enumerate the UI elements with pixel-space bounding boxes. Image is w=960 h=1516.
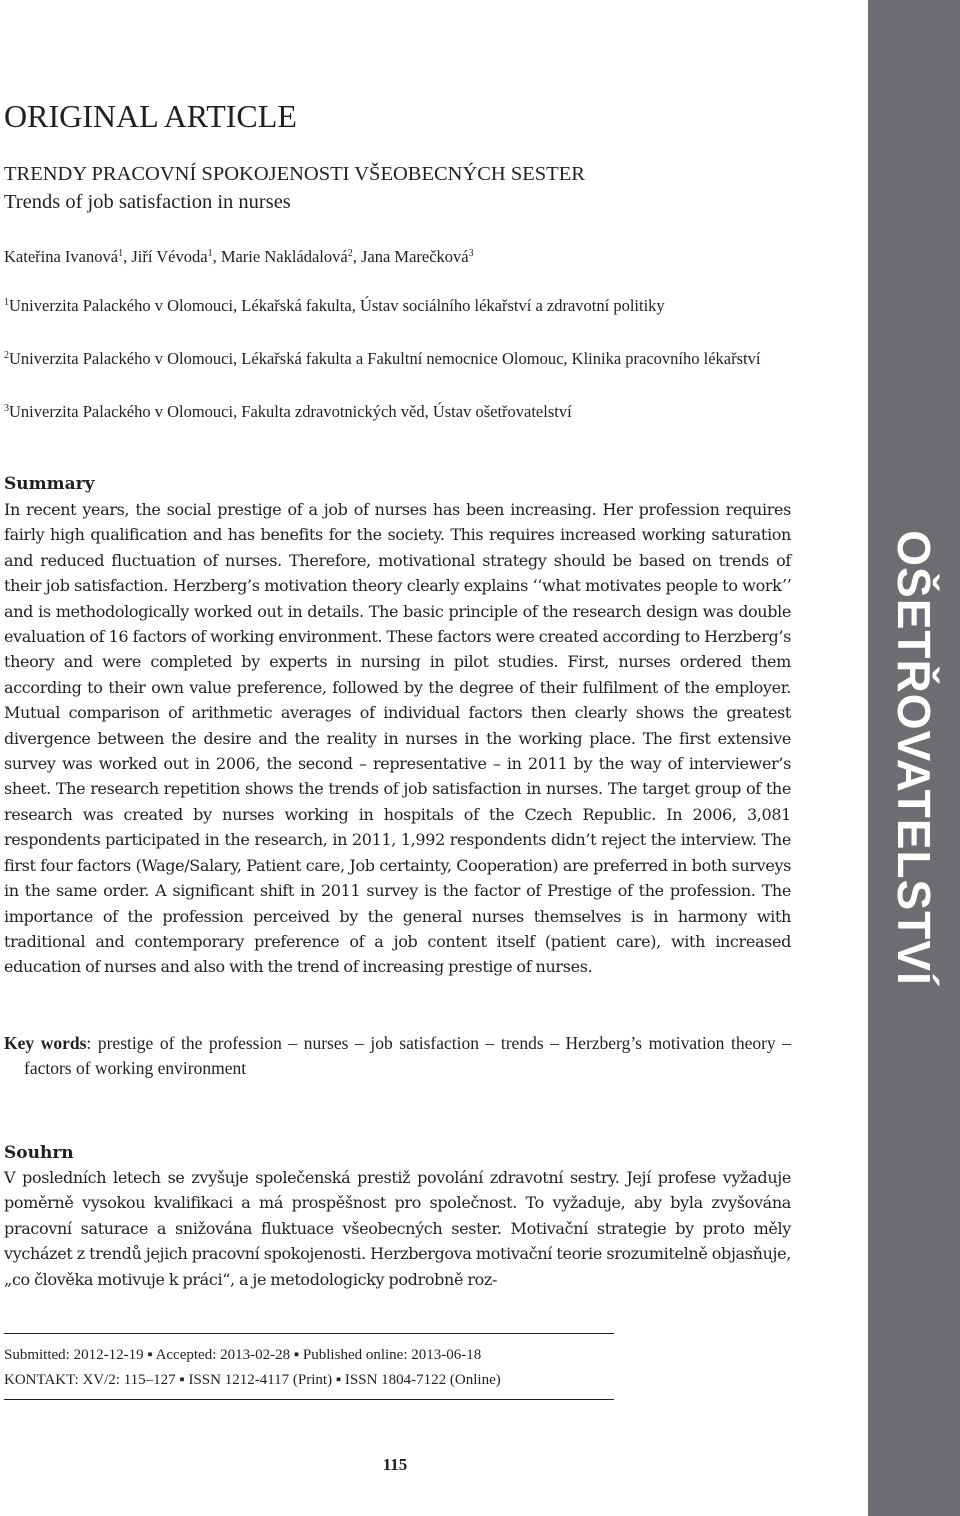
keywords-label: Key words xyxy=(4,1033,87,1053)
author-name: Jana Marečková xyxy=(360,247,469,266)
section-sidebar xyxy=(868,0,960,1516)
author-affiliation-ref: 3 xyxy=(468,248,474,259)
summary-text: In recent years, the social prestige of a job of nurses has been increasing. Her profession requires fairly high qualification and has benefits for the society. This requires increased working saturation and reduced fluctuation of nurses. Therefore, motivational strategy should be based on trends of their job satisfaction. Herzberg’s motivation theory clearly explains ʻʻwhat motivates people to workʼʼ and is methodologically worked out in details. The basic principle of the research design was double evaluation of 16 factors of working environment. These factors were created according to Herzberg’s theory and were completed by experts in nursing in pilot studies. First, nurses ordered them according to their own value preference, followed by the degree of their fulfilment of the employer. Mutual comparison of arithmetic averages of individual factors then clearly shows the greatest divergence between the desire and the reality in nurses in the working place. The first extensive survey was worked out in 2006, the second – representative – in 2011 by the way of interviewer’s sheet. The research repetition shows the trends of job satisfaction in nurses. The target group of the research was created by nurses working in hospitals of the Czech Republic. In 2006, 3,081 respondents participated in the research, in 2011, 1,992 respondents didn’t reject the interview. The first four factors (Wage/Salary, Patient care, Job certainty, Cooperation) are preferred in both surveys in the same order. A significant shift in 2011 survey is the factor of Prestige of the profession. The importance of the profession perceived by the general nurses themselves is in harmony with traditional and contemporary preference of a job content itself (patient care), with increased education of nurses and also with the trend of increasing prestige of nurses. xyxy=(4,500,791,977)
author-affiliation-ref: 1 xyxy=(207,248,213,259)
affiliation-number: 2 xyxy=(4,350,9,361)
souhrn-text: V posledních letech se zvyšuje společenská prestiž povolání zdravotní sestry. Její profese vyžaduje poměrně vysokou kvalifikaci a má prospěšnost pro společnost. To vyžaduje, aby byla zvyšována pracovní saturace a snižována fluktuace všeobecných sester. Motivační strategie by proto měly vycházet z trendů jejich pracovní spokojenosti. Herzbergova motivační teorie srozumitelně objasňuje, „co člověka motivuje k práci“, a je metodologicky podrobně roz- xyxy=(4,1168,791,1289)
article-type: ORIGINAL ARTICLE xyxy=(4,98,297,134)
affiliation-text: Univerzita Palackého v Olomouci, Lékařská fakulta a Fakultní nemocnice Olomouc, Klinika pracovního lékařství xyxy=(9,349,761,368)
page-number: 115 xyxy=(382,1455,408,1474)
author-list xyxy=(4,242,474,269)
title-english: Trends of job satisfaction in nurses xyxy=(4,191,291,213)
author-affiliation-ref: 2 xyxy=(347,248,353,259)
footer-rule-top xyxy=(4,1333,614,1334)
affiliation-text: Univerzita Palackého v Olomouci, Lékařská fakulta, Ústav sociálního lékařství a zdravotní politiky xyxy=(9,296,665,315)
author-name: Jiří Vévoda xyxy=(131,247,208,266)
section-label: OŠETŘOVATELSTVÍ xyxy=(888,530,940,986)
author-name: Marie Nakládalová xyxy=(220,247,348,266)
title-czech: TRENDY PRACOVNÍ SPOKOJENOSTI VŠEOBECNÝCH SESTER xyxy=(4,163,585,185)
affiliation-text: Univerzita Palackého v Olomouci, Fakulta zdravotnických věd, Ústav ošetřovatelství xyxy=(9,402,572,421)
author-separator: , xyxy=(352,247,361,266)
author-affiliation-ref: 1 xyxy=(118,248,124,259)
affiliation-1 xyxy=(4,290,794,319)
keywords xyxy=(4,1031,791,1081)
summary-heading: Summary xyxy=(4,474,95,494)
submission-dates: Submitted: 2012-12-19 ▪ Accepted: 2013-02-28 ▪ Published online: 2013-06-18 xyxy=(4,1347,482,1363)
souhrn-heading: Souhrn xyxy=(4,1143,74,1163)
journal-contact: KONTAKT: XV/2: 115–127 ▪ ISSN 1212-4117 (Print) ▪ ISSN 1804-7122 (Online) xyxy=(4,1372,501,1388)
affiliation-number: 3 xyxy=(4,403,9,414)
affiliation-3 xyxy=(4,396,794,425)
keywords-text: : prestige of the profession – nurses – job satisfaction – trends – Herzberg’s motivation theory – factors of working environment xyxy=(24,1033,791,1078)
affiliation-number: 1 xyxy=(4,297,9,308)
author-separator: , xyxy=(212,247,221,266)
affiliation-2 xyxy=(4,343,794,372)
footer-rule-bottom xyxy=(4,1399,614,1400)
author-name: Kateřina Ivanová xyxy=(4,247,119,266)
author-separator: , xyxy=(123,247,132,266)
